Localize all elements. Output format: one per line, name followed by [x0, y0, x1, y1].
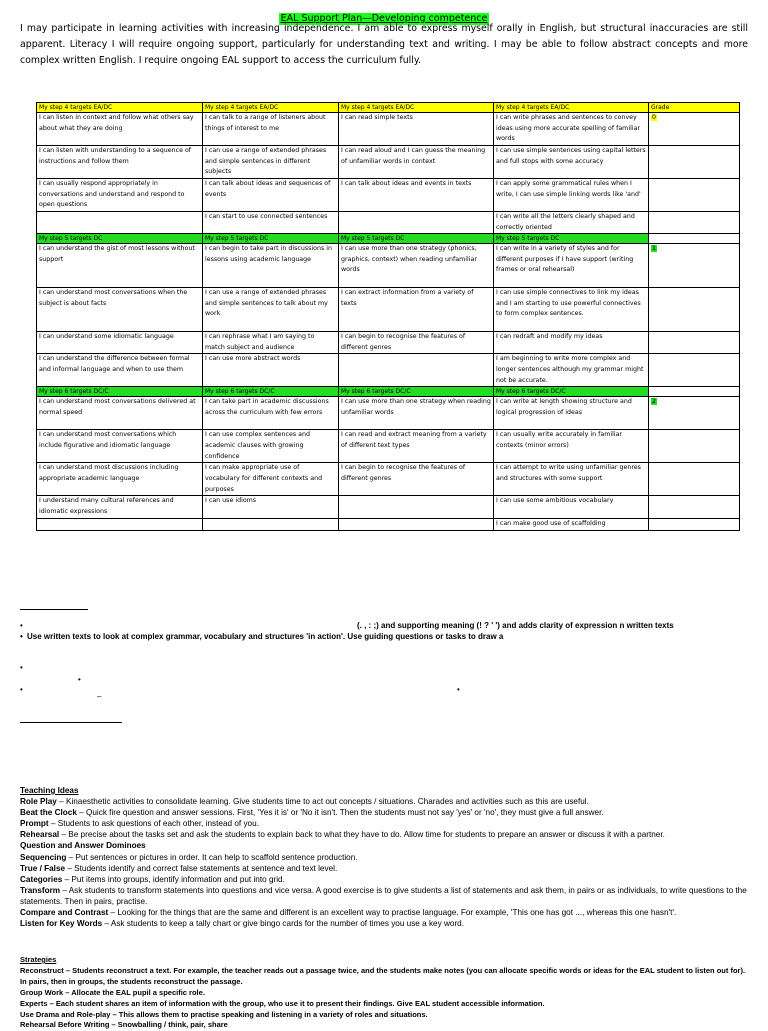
table-cell: I can use simple connectives to link my ideas and I am starting to use powerful connectives to form complex sentences.	[494, 288, 649, 332]
document-title: EAL Support Plan—Developing competence	[280, 13, 488, 24]
idea-term: Rehearsal	[20, 830, 60, 840]
table-cell	[339, 354, 494, 387]
table-cell: I can talk about ideas and events in texts	[339, 179, 494, 212]
list-item: Experts – Each student shares an item of information with the group, who use it to present their findings. Give EAL student accessible information.	[20, 998, 545, 1008]
table-cell: I can begin to recognise the features of different genres	[339, 463, 494, 496]
table-cell: I can write all the letters clearly shaped and correctly oriented	[494, 212, 649, 234]
header-cell: My step 6 targets DC/C	[37, 387, 203, 397]
table-cell: I can write phrases and sentences to convey ideas using more accurate spelling of familiar words	[494, 113, 649, 146]
idea-text: – Kinaesthetic activities to consolidate learning. Give students time to act out concepts / situations. Charades and activities such as this are useful.	[56, 797, 589, 807]
idea-term: Prompt	[20, 819, 49, 829]
table-row	[37, 496, 740, 518]
table-cell: I understand many cultural references and idiomatic expressions	[37, 496, 203, 518]
table-cell: I can attempt to write using unfamiliar genres and structures with some support	[494, 463, 649, 496]
table-cell: I can take part in academic discussions across the curriculum with few errors	[203, 397, 339, 430]
table-cell: I can usually write accurately in familiar contexts (minor errors)	[494, 430, 649, 463]
grade-cell	[649, 387, 740, 397]
idea-text: – Students identify and correct false statements at sentence and text level.	[65, 863, 338, 873]
table-cell: I can listen with understanding to a sequence of instructions and follow them	[37, 146, 203, 179]
table-row	[37, 179, 740, 212]
table-cell: I can usually respond appropriately in conversations and understand and respond to open questions	[37, 179, 203, 212]
idea-text: – Ask students to transform statements into questions and vice versa. A good exercise is to give students a list of statements and ask them, in pairs or as individuals, to write questions to the statements. Then in pairs, practise.	[20, 885, 747, 906]
strategies-section	[20, 955, 750, 1031]
table-cell: I can use more than one strategy (phonics, graphics, context) when reading unfamiliar words	[339, 244, 494, 288]
table-cell: I can rephrase what I am saying to match subject and audience	[203, 332, 339, 354]
table-cell: I can understand the difference between formal and informal language and when to use them	[37, 354, 203, 387]
grade-cell	[649, 234, 740, 244]
idea-text: – Ask students to keep a tally chart or give bingo cards for the number of times you use a key word.	[102, 919, 465, 929]
table-cell: I can redraft and modify my ideas	[494, 332, 649, 354]
idea-term: Role Play	[20, 797, 57, 807]
idea-term: Beat the Clock	[20, 808, 77, 818]
table-cell: I am beginning to write more complex and longer sentences although my grammar might not be accurate.	[494, 354, 649, 387]
table-cell: I can write at length showing structure and logical progression of ideas	[494, 397, 649, 430]
table-row	[37, 397, 740, 430]
grade-cell	[649, 354, 740, 387]
table-cell: I can use more than one strategy when reading unfamiliar words	[339, 397, 494, 430]
punctuation-fragment: (. , : ;) and supporting meaning (! ? ' ') and adds clarity of expression n written texts	[357, 621, 674, 630]
header-cell: My step 6 targets DC/C	[494, 387, 649, 397]
list-item	[20, 840, 750, 851]
strategies-heading: Strategies	[20, 955, 57, 964]
table-cell: I can understand most conversations which include figurative and idiomatic language	[37, 430, 203, 463]
section-header-row	[37, 387, 740, 397]
header-cell: My step 6 targets DC/C	[203, 387, 339, 397]
table-cell: I can understand most discussions including appropriate academic language	[37, 463, 203, 496]
header-cell: My step 4 targets EA/DC	[37, 103, 203, 113]
list-item	[20, 852, 750, 863]
idea-term: True / False	[20, 863, 66, 873]
table-row	[37, 113, 740, 146]
idea-text: – Quick fire question and answer sessions. First, 'Yes it is' or 'No it isn't. Then the students must not say 'yes' or 'no', they must give a full answer.	[76, 808, 604, 818]
table-cell: I can read aloud and I can guess the meaning of unfamiliar words in context	[339, 146, 494, 179]
table-cell: I can use complex sentences and academic clauses with growing confidence	[203, 430, 339, 463]
table-cell	[339, 496, 494, 518]
list-item	[20, 829, 750, 840]
idea-text: – Put sentences or pictures in order. It can help to scaffold sentence production.	[66, 852, 358, 862]
table-cell	[339, 518, 494, 530]
table-cell: I can understand most conversations delivered at normal speed	[37, 397, 203, 430]
table-cell: I can understand the gist of most lessons without support	[37, 244, 203, 288]
table-cell: I can extract information from a variety of texts	[339, 288, 494, 332]
table-cell: I can make appropriate use of vocabulary for different contexts and purposes	[203, 463, 339, 496]
table-row	[37, 430, 740, 463]
bullet-marker: •	[457, 685, 460, 694]
table-row	[37, 332, 740, 354]
header-cell: My step 5 targets DC	[494, 234, 649, 244]
teaching-ideas-heading: Teaching Ideas	[20, 786, 79, 795]
section-header-row	[37, 103, 740, 113]
idea-text: – Be precise about the tasks set and ask the students to explain back to what they have to do. Allow time for students to prepare an answer or discuss it with a partner.	[59, 830, 665, 840]
header-cell: My step 6 targets DC/C	[339, 387, 494, 397]
list-item: Group Work – Allocate the EAL pupil a specific role.	[20, 987, 205, 997]
bullet-marker: •	[20, 685, 23, 694]
section-header-row	[37, 234, 740, 244]
idea-text: – Looking for the things that are the same and different is an excellent way to practise language. For example, 'This one has got ..., whereas this one hasn't'.	[108, 908, 677, 918]
header-cell: My step 5 targets DC	[339, 234, 494, 244]
idea-term: Question and Answer Dominoes	[20, 841, 146, 851]
table-cell: I can understand most conversations when the subject is about facts	[37, 288, 203, 332]
list-item	[20, 863, 750, 874]
bullet-marker: •	[78, 675, 81, 684]
grade-value: 0	[652, 114, 657, 121]
grade-cell	[649, 397, 740, 430]
table-cell: I can listen in context and follow what others say about what they are doing	[37, 113, 203, 146]
list-item: Reconstruct – Students reconstruct a text. For example, the teacher reads out a passage twice, and the students make notes (you can allocate specific words or ideas for the EAL student to listen out for). In pairs, then in groups, the students reconstruct the passage.	[20, 965, 746, 986]
list-item: Rehearsal Before Writing – Snowballing / think, pair, share	[20, 1020, 228, 1030]
table-row	[37, 212, 740, 234]
grade-value: 1	[652, 245, 657, 253]
table-cell: I can start to use connected sentences	[203, 212, 339, 234]
table-cell: I can talk about ideas and sequences of events	[203, 179, 339, 212]
idea-term: Sequencing	[20, 852, 67, 862]
table-cell: I can read simple texts	[339, 113, 494, 146]
table-cell: I can use a range of extended phrases and simple sentences to talk about my work	[203, 288, 339, 332]
teaching-ideas-section	[20, 785, 750, 929]
header-cell: My step 4 targets EA/DC	[494, 103, 649, 113]
bullet-marker: •	[20, 621, 23, 630]
list-item	[20, 885, 750, 907]
grade-cell	[649, 212, 740, 234]
table-row	[37, 244, 740, 288]
header-cell: My step 5 targets DC	[203, 234, 339, 244]
grade-cell	[649, 430, 740, 463]
idea-term: Transform	[20, 885, 61, 895]
table-row	[37, 354, 740, 387]
grade-cell	[649, 113, 740, 146]
grade-value: 2	[652, 398, 657, 406]
header-cell: My step 4 targets EA/DC	[203, 103, 339, 113]
grade-cell	[649, 496, 740, 518]
table-cell: I can use a range of extended phrases and simple sentences in different subjects	[203, 146, 339, 179]
list-item	[20, 918, 750, 929]
table-cell: I can talk to a range of listeners about things of interest to me	[203, 113, 339, 146]
bullet-marker: •	[20, 663, 23, 672]
table-cell	[203, 518, 339, 530]
table-cell: I can begin to take part in discussions in lessons using academic language	[203, 244, 339, 288]
table-cell	[37, 212, 203, 234]
idea-term: Compare and Contrast	[20, 908, 109, 918]
table-row	[37, 288, 740, 332]
grade-cell	[649, 288, 740, 332]
grade-cell	[649, 179, 740, 212]
divider-line	[20, 609, 88, 610]
grade-cell	[649, 518, 740, 530]
intro-paragraph: I may participate in learning activities with increasing independence. I am able to express myself orally in English, but structural inaccuracies are still apparent. Literacy I will require ongoing support, particularly for understanding text and writing. I may be able to follow abstract concepts and more complex written English. I require ongoing EAL support to access the curriculum fully.	[20, 23, 748, 66]
list-item	[20, 807, 750, 818]
table-cell: I can write in a variety of styles and for different purposes if I have support (writing frames or oral rehearsal)	[494, 244, 649, 288]
grade-cell	[649, 463, 740, 496]
header-cell: My step 4 targets EA/DC	[339, 103, 494, 113]
table-row	[37, 463, 740, 496]
table-cell: I can use idioms	[203, 496, 339, 518]
written-texts-fragment: Use written texts to look at complex grammar, vocabulary and structures 'in action'. Use guiding questions or tasks to draw a	[27, 632, 504, 641]
idea-term: Categories	[20, 874, 63, 884]
grade-cell	[649, 244, 740, 288]
list-item	[20, 874, 750, 885]
list-item	[20, 796, 750, 807]
bullet-marker: •	[20, 632, 23, 641]
table-cell	[37, 518, 203, 530]
idea-text: – Put items into groups, identify information and put into grid.	[62, 874, 285, 884]
table-cell	[339, 212, 494, 234]
table-row	[37, 518, 740, 530]
grade-label-cell: Grade	[649, 103, 740, 113]
list-item: Use Drama and Role-play – This allows them to practise speaking and listening in a variety of roles and situations.	[20, 1009, 428, 1019]
table-cell: I can read and extract meaning from a variety of different text types	[339, 430, 494, 463]
divider-line	[20, 722, 122, 723]
grade-cell	[649, 332, 740, 354]
idea-text: – Students to ask questions of each other, instead of you.	[48, 819, 259, 829]
table-cell: I can understand some idiomatic language	[37, 332, 203, 354]
list-item	[20, 907, 750, 918]
table-cell: I can use some ambitious vocabulary	[494, 496, 649, 518]
table-cell: I can use more abstract words	[203, 354, 339, 387]
header-cell: My step 5 targets DC	[37, 234, 203, 244]
table-cell: I can make good use of scaffolding	[494, 518, 649, 530]
table-row	[37, 146, 740, 179]
table-cell: I can use simple sentences using capital letters and full stops with some accuracy	[494, 146, 649, 179]
idea-term: Listen for Key Words	[20, 919, 103, 929]
targets-table	[36, 102, 740, 531]
grade-cell	[649, 146, 740, 179]
table-cell: I can begin to recognise the features of different genres	[339, 332, 494, 354]
list-item	[20, 818, 750, 829]
table-cell: I can apply some grammatical rules when I write, I can use simple linking words like 'and'	[494, 179, 649, 212]
dash-marker: –	[97, 692, 102, 701]
